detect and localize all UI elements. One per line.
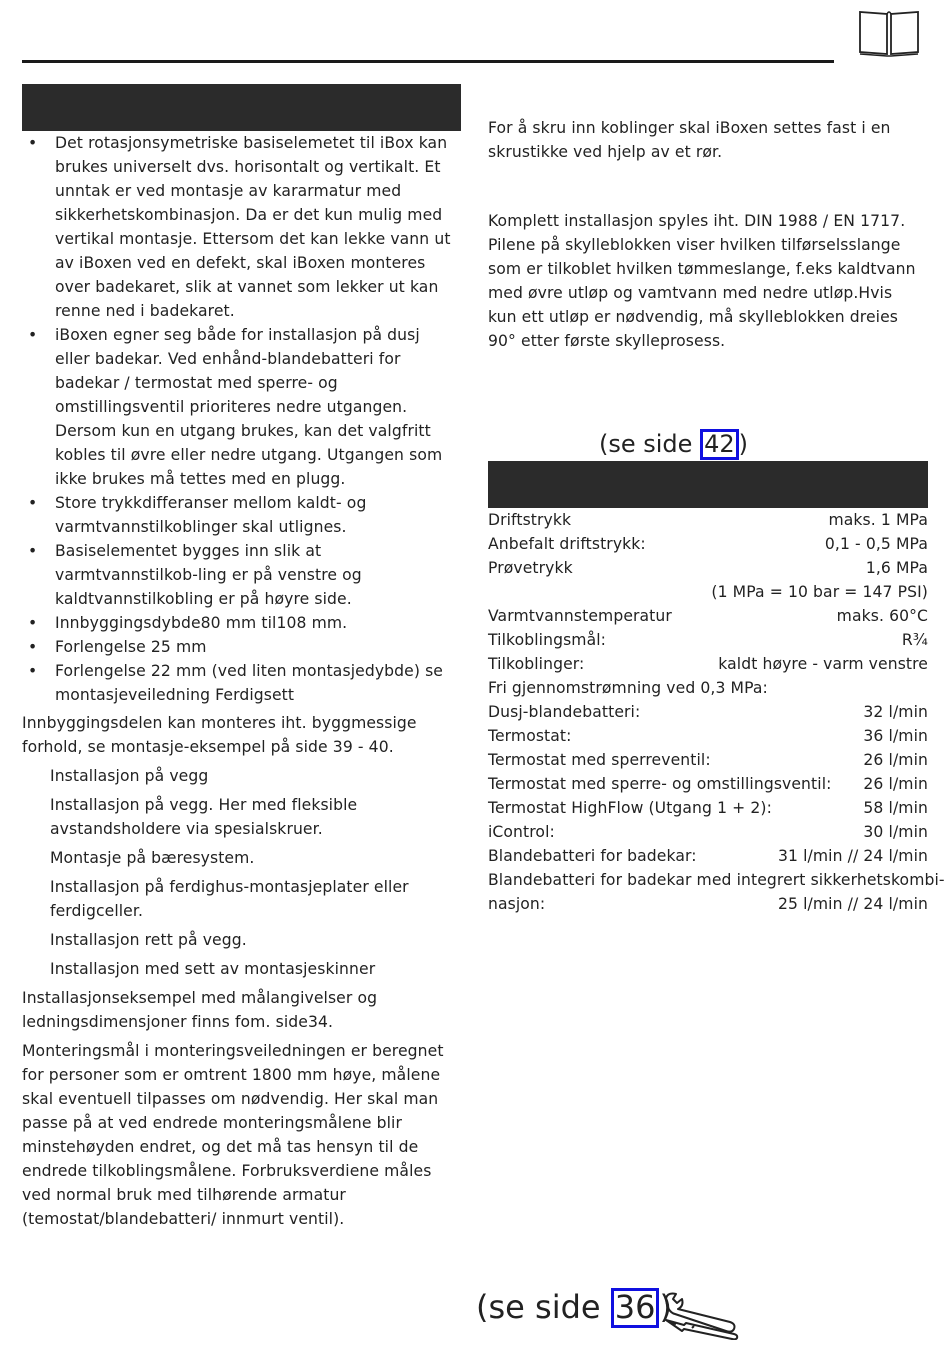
spec-label: Fri gjennomstrømning ved 0,3 MPa: [488,679,768,697]
spec-row [488,892,928,916]
list-item: • iBoxen egner seg både for installasjon på dusj eller badekar. Ved enhånd-blandebatteri for badekar / termostat med sperre- og omstillingsventil prioriteres nedre utgangen. Dersom kun en utgang brukes, kan det valgfritt kobles til øvre eller nedre utgang. Utgangen som ikke brukes må tettes med en plugg. [22,323,458,491]
mounting-option: Installasjon rett på vegg. [50,931,247,949]
spec-value: 25 l/min // 24 l/min [777,895,928,913]
list-item: • Basiselementet bygges inn slik at varmtvannstilkob-ling er på venstre og kaldtvannstilkobling er på høyre side. [22,539,458,611]
spec-label: Blandebatteri for badekar: [488,847,697,865]
list-item: • Forlengelse 25 mm [22,635,458,659]
mounting-option: Installasjon med sett av montasjeskinner [50,960,376,978]
installation-notes-list [22,131,458,707]
see-page-reference-footer [476,1286,672,1328]
technical-data-table [488,508,945,916]
list-item: • Innbyggingsdybde80 mm til108 mm. [22,611,458,635]
page-link-42[interactable]: 42 [700,429,739,460]
spec-row [488,700,928,724]
spec-value: 32 l/min [863,703,928,721]
spec-label: Tilkoblingsmål: [488,631,607,649]
see-page-suffix: ) [659,1288,672,1326]
spec-row [488,508,928,532]
spec-row [488,556,928,580]
spec-row [488,796,928,820]
spec-label: Blandebatteri for badekar med integrert sikkerhetskombi- [488,871,945,889]
spec-row [488,580,928,604]
spec-row [488,604,928,628]
spec-label: nasjon: [488,895,546,913]
list-item: • Det rotasjonsymetriske basiselemetet til iBox kan brukes universelt dvs. horisontalt og vertikalt. Et unntak er ved montasje av kararmatur med sikkerhetskombinasjon. Da er det kun mulig med vertikal montasje. Ettersom det kan lekke vann ut av iBoxen ved en defekt, skal iBoxen monteres over badekaret, slik at vannet som lekker ut kan renne ned i badekaret. [22,131,458,323]
installation-example-text: Installasjonseksempel med målangivelser og ledningsdimensjoner finns fom. side34. [22,989,378,1031]
spec-value: 36 l/min [863,727,928,745]
spec-label: Termostat HighFlow (Utgang 1 + 2): [488,799,772,817]
list-item: • Forlengelse 22 mm (ved liten montasjedybde) se montasjeveiledning Ferdigsett [22,659,458,707]
spec-value: 26 l/min [863,775,928,793]
spec-row [488,676,928,700]
spec-label: Varmtvannstemperatur [488,607,672,625]
spec-label: iControl: [488,823,555,841]
screw-instructions: For å skru inn koblinger skal iBoxen settes fast i en skrustikke ved hjelp av et rør. [488,119,891,161]
spec-value: 1,6 MPa [865,559,928,577]
spec-row [488,868,945,892]
measurements-text: Monteringsmål i monteringsveiledningen er beregnet for personer som er omtrent 1800 mm høye, målene skal eventuell tilpasses om nødvendig. Her skal man passe på at ved endrede monteringsmålene blir minstehøyden endret, og det må tas hensyn til de endrede tilkoblingsmålene. Forbruksverdiene måles ved normal bruk med tilhørende armatur (temostat/blandebatteri/ innmurt ventil). [22,1042,444,1228]
spec-label: Tilkoblinger: [488,655,585,673]
mounting-option: Installasjon på vegg. Her med fleksible avstandsholdere via spesialskruer. [50,796,358,838]
mounting-option: Installasjon på ferdighus-montasjeplater eller ferdigceller. [50,878,409,920]
section-heading-bar-left [22,84,461,131]
spec-row [488,628,928,652]
see-page-reference [599,428,748,460]
mounting-intro: Innbyggingsdelen kan monteres iht. byggmessige forhold, se montasje-eksempel på side 39 - 40. [22,714,417,756]
spec-value: kaldt høyre - varm venstre [718,655,928,673]
spec-value: 30 l/min [863,823,928,841]
wrench-screwdriver-icon [662,1290,740,1340]
spec-row [488,748,928,772]
spec-label: Termostat med sperre- og omstillingsventil: [488,775,832,793]
spec-value: maks. 1 MPa [828,511,928,529]
spec-label: Prøvetrykk [488,559,573,577]
spec-row [488,652,928,676]
spec-label: Anbefalt driftstrykk: [488,535,646,553]
see-page-prefix: (se side [476,1288,611,1326]
see-page-prefix: (se side [599,430,701,458]
spec-row [488,724,928,748]
spec-value: maks. 60°C [836,607,928,625]
spec-row [488,772,928,796]
spec-value: (1 MPa = 10 bar = 147 PSI) [711,583,928,601]
spec-row [488,844,928,868]
spec-label: Termostat: [488,727,572,745]
flush-instructions: Komplett installasjon spyles iht. DIN 1988 / EN 1717. Pilene på skylleblokken viser hvilken tilførselsslange som er tilkoblet hvilken tømmeslange, f.eks kaldtvann med øvre utløp og vamtvann med nedre utløp.Hvis kun ett utløp er nødvendig, må skylleblokken dreies 90° etter første skylleprosess. [488,212,916,350]
spec-value: 26 l/min [863,751,928,769]
list-item: • Store trykkdifferanser mellom kaldt- og varmtvannstilkoblinger skal utlignes. [22,491,458,539]
header-rule [22,60,834,63]
spec-value: 31 l/min // 24 l/min [777,847,928,865]
book-icon [858,8,920,58]
spec-label: Driftstrykk [488,511,572,529]
spec-value: R¾ [901,631,928,649]
spec-row [488,532,928,556]
spec-row [488,820,928,844]
mounting-option: Installasjon på vegg [50,767,209,785]
left-column [22,131,458,1231]
spec-value: 58 l/min [863,799,928,817]
section-heading-bar-right [488,461,928,508]
page-link-36[interactable]: 36 [611,1288,660,1328]
spec-label: Dusj-blandebatteri: [488,703,641,721]
spec-value: 0,1 - 0,5 MPa [824,535,928,553]
spec-label: Termostat med sperreventil: [488,751,711,769]
mounting-option: Montasje på bæresystem. [50,849,255,867]
see-page-suffix: ) [738,430,748,458]
